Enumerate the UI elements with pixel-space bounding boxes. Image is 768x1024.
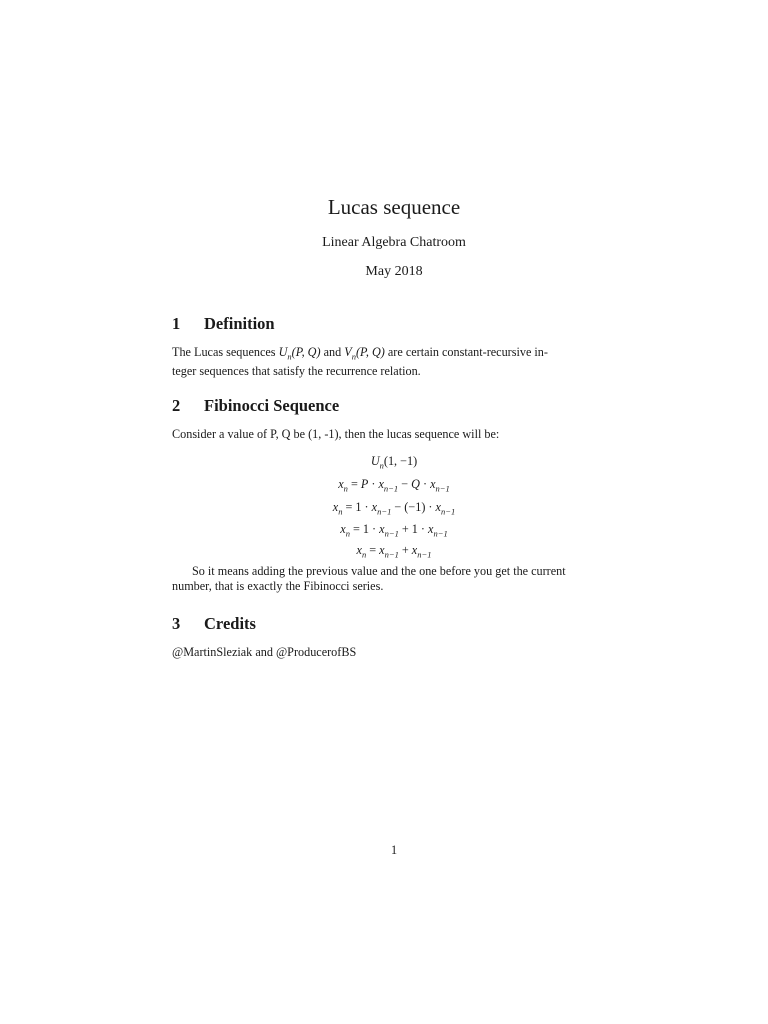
equation-4: $x_n = 1 \cdot x_{n-1} + 1 \cdot x_{n-1}$: [340, 522, 448, 539]
document-date: May 2018: [365, 264, 423, 279]
equation-2: $x_n = P \cdot x_{n-1} - Q \cdot x_{n-1}$: [338, 477, 450, 494]
section-number: 2: [172, 396, 181, 415]
document-title: Lucas sequence: [327, 195, 461, 219]
section-number: 1: [172, 314, 181, 333]
conclusion-line-2: number, that is exactly the Fibinocci series.: [172, 579, 384, 593]
equation-5: $x_n = x_{n-1} + x_{n-1}$: [356, 543, 432, 560]
fibinocci-intro: Consider a value of P, Q be (1, -1), then the lucas sequence will be:: [172, 427, 500, 441]
definition-paragraph: [172, 345, 616, 379]
equation-1: $U_n(1$, −1): [370, 454, 418, 471]
section-heading-fibinocci: [172, 396, 339, 416]
section-title: Fibinocci Sequence: [204, 396, 340, 415]
definition-line-2: teger sequences that satisfy the recurrence relation.: [172, 364, 421, 379]
equation-3: $x_n = 1 \cdot x_{n-1} - (-1) \cdot x_{n-1}$: [332, 500, 456, 517]
conclusion-line-1: So it means adding the previous value and the one before you get the current: [192, 564, 566, 578]
definition-line-1: The Lucas sequences $U_n(P$, Q) and $V_n(P$, Q) are certain constant-recursive in-: [172, 345, 548, 362]
section-title: Credits: [204, 614, 256, 633]
credits-text: @MartinSleziak and @ProducerofBS: [172, 645, 357, 659]
section-heading-definition: [172, 314, 275, 334]
section-number: 3: [172, 614, 181, 633]
page-number: 1: [390, 843, 398, 857]
section-heading-credits: [172, 614, 256, 634]
fibinocci-conclusion: [172, 564, 616, 594]
section-title: Definition: [204, 314, 275, 333]
document-author: Linear Algebra Chatroom: [322, 235, 466, 250]
